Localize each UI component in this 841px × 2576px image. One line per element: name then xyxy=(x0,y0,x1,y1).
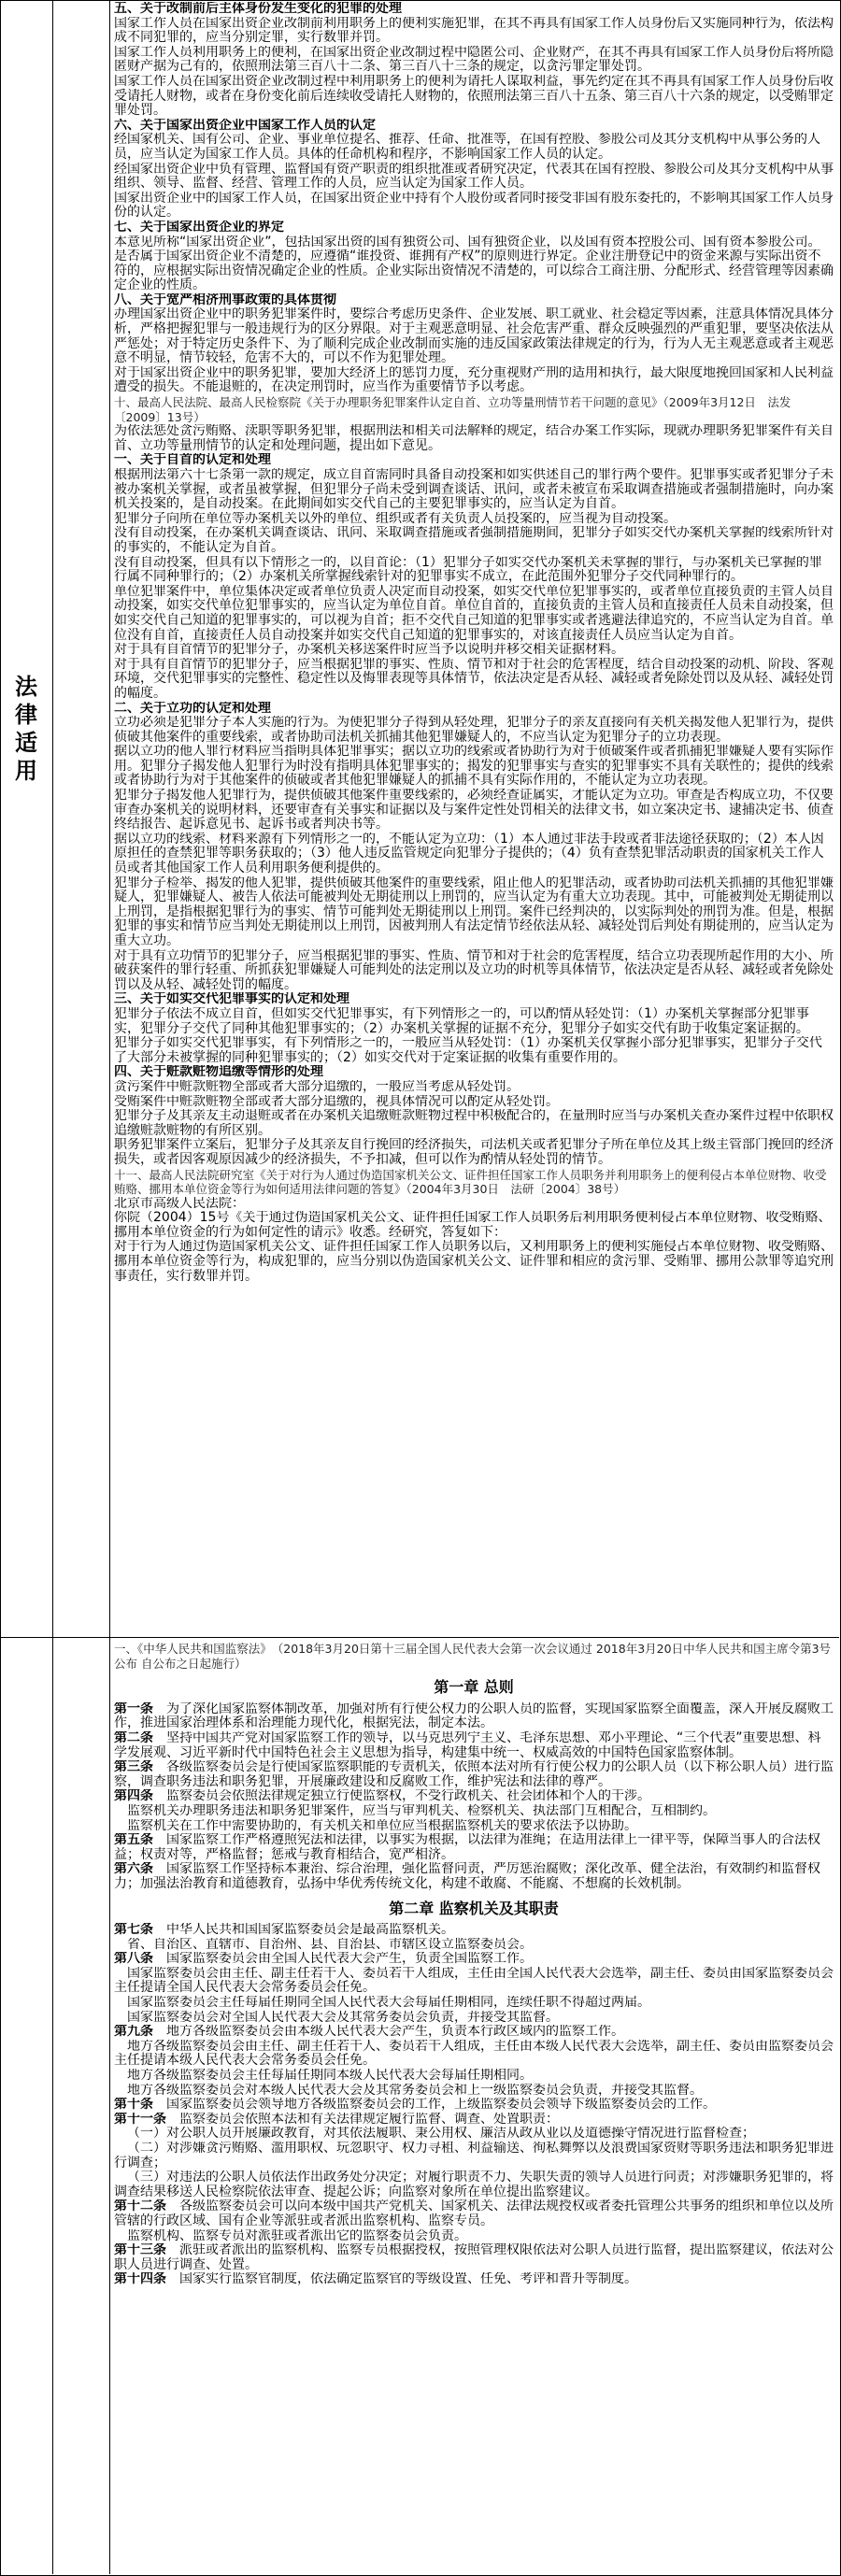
column-divider-2 xyxy=(109,0,110,2574)
article-paragraph xyxy=(114,2098,834,2113)
article-text: 国家监察委员会主任每届任期同全国人民代表大会每届任期相同，连续任职不得超过两届。 xyxy=(127,1996,650,2011)
article-paragraph xyxy=(114,2229,834,2244)
section-heading: 八、关于宽严相济刑事政策的具体贯彻 xyxy=(114,292,336,307)
paragraph: 根据刑法第六十七条第一款的规定，成立自首需同时具备自动投案和如实供述自己的罪行两个要件。犯罪事实或者犯罪分子未被办案机关掌握，或者虽被掌握，但犯罪分子尚未受到调查谈话、讯问，或者未被宣布采取调查措施或者强制措施时，向办案机关投案的，是自动投案。在此期间如实交代自己的主要犯罪事实的，应当认定为自首。 xyxy=(114,468,834,512)
chapter-1-title: 第一章 总则 xyxy=(434,1678,514,1697)
article-number: 第九条 xyxy=(114,2025,153,2040)
article-text: 国家监察委员会由全国人民代表大会产生，负责全国监察工作。 xyxy=(166,1952,533,1967)
article-paragraph xyxy=(114,1819,834,1834)
paragraph: 贪污案件中赃款赃物全部或者大部分追缴的，一般应当考虑从轻处罚。 xyxy=(114,1079,520,1094)
column-divider-1 xyxy=(52,0,53,2574)
section-heading: 四、关于赃款赃物追缴等情形的处理 xyxy=(114,1065,323,1080)
article-paragraph xyxy=(114,2142,834,2170)
article-paragraph xyxy=(114,2199,834,2228)
article-text: 省、自治区、直辖市、自治州、县、自治县、市辖区设立监察委员会。 xyxy=(127,1937,533,1952)
article-text: 派驻或者派出的监察机构、监察专员根据授权，按照管理权限依法对公职人员进行监督，提出监察建议，依法对公职人员进行调查、处置。 xyxy=(114,2243,834,2272)
article-paragraph xyxy=(114,1923,834,1938)
paragraph: 犯罪分子如实交代犯罪事实，有下列情形之一的，一般应当从轻处罚：（1）办案机关仅掌握小部分犯罪事实，犯罪分子交代了大部分未被掌握的同种犯罪事实的；（2）如实交代对于定案证据的收集有重要作用的。 xyxy=(114,1036,822,1065)
paragraph: 经国家出资企业中负有管理、监督国有资产职责的组织批准或者研究决定，代表其在国有控股、参股公司及其分支机构中从事组织、领导、监督、经营、管理工作的人员，应当认定为国家工作人员。 xyxy=(114,162,834,192)
article-text: 为了深化国家监察体制改革，加强对所有行使公权力的公职人员的监督，实现国家监察全面覆盖，深入开展反腐败工作，推进国家治理体系和治理能力现代化，根据宪法，制定本法。 xyxy=(114,1701,834,1731)
article-number: 第七条 xyxy=(114,1923,153,1938)
paragraph: 犯罪分子检举、揭发的他人犯罪，提供侦破其他案件的重要线索，阻止他人的犯罪活动，或者协助司法机关抓捕的其他犯罪嫌疑人，犯罪嫌疑人、被告人依法可能被判处无期徒刑以上刑罚的，应当认定为有重大立功表现。其中，可能被判处无期徒刑以上刑罚，是指根据犯罪行为的事实、情节可能判处无期徒刑以上刑罚。案件已经判决的，以实际判处的刑罚为准。但是，根据犯罪的事实和情节应当判处无期徒刑以上刑罚，因被判刑人有法定情节经依法从轻、减轻处罚后判处有期徒刑的，应当认定为重大立功。 xyxy=(114,875,834,948)
chapter-1-articles xyxy=(114,1702,834,1892)
paragraph: 对于行为人通过伪造国家机关公文、证件担任国家工作人员职务以后，又利用职务上的便利实施侵占本单位财物、收受贿赂、挪用本单位资金等行为，构成犯罪的，应当分别以伪造国家机关公文、证件罪和相应的贪污罪、受贿罪、挪用公款罪等追究刑事责任，实行数罪并罚。 xyxy=(114,1240,834,1284)
article-number: 第一条 xyxy=(114,1701,153,1716)
source-citation: 十一、最高人民法院研究室《关于对行为人通过伪造国家机关公文、证件担任国家工作人员职务并利用职务上的便利侵占本单位财物、收受贿赂、挪用本单位资金等行为如何适用法律问题的答复》（2004年3月30日 法研〔2004〕38号） xyxy=(114,1167,827,1197)
row-divider xyxy=(0,1637,839,1638)
paragraph: 本意见所称“国家出资企业”，包括国家出资的国有独资公司、国有独资企业，以及国有资本控股公司、国有资本参股公司。 xyxy=(114,235,821,249)
paragraph: 你院（2004）15号《关于通过伪造国家机关公文、证件担任国家工作人员职务后利用职务便利侵占本单位财物、收受贿赂、挪用本单位资金的行为如何定性的请示》收悉。经研究，答复如下： xyxy=(114,1211,832,1240)
article-text: （一）对公职人员开展廉政教育，对其依法履职、秉公用权、廉洁从政从业以及道德操守情况进行监督检查； xyxy=(127,2127,755,2142)
paragraph: 为依法惩处贪污贿赂、渎职等职务犯罪，根据刑法和相关司法解释的规定，结合办案工作实际，现就办理职务犯罪案件有关自首、立功等量刑情节的认定和处理问题，提出如下意见。 xyxy=(114,424,834,453)
article-number: 第四条 xyxy=(114,1789,153,1804)
paragraph: 国家出资企业中的国家工作人员，在国家出资企业中持有个人股份或者同时接受非国有股东委托的，不影响其国家工作人员身份的认定。 xyxy=(114,191,834,221)
source-citation: 十、最高人民法院、最高人民检察院《关于办理职务犯罪案件认定自首、立功等量刑情节若干问题的意见》（2009年3月12日 法发〔2009〕13号） xyxy=(114,395,791,424)
article-text: 监察机关在工作中需要协助的，有关机关和单位应当根据监察机关的要求依法予以协助。 xyxy=(127,1818,637,1833)
article-text: （三）对违法的公职人员依法作出政务处分决定；对履行职责不力、失职失责的领导人员进行问责；对涉嫌职务犯罪的，将调查结果移送人民检察院依法审查、提起公诉；向监察对象所在单位提出监察建议。 xyxy=(114,2170,834,2199)
chapter-2-title: 第二章 监察机关及其职责 xyxy=(389,1899,559,1917)
article-text: 各级监察委员会是行使国家监察职能的专责机关，依照本法对所有行使公权力的公职人员（以下称公职人员）进行监察，调查职务违法和职务犯罪，开展廉政建设和反腐败工作，维护宪法和法律的尊严。 xyxy=(114,1760,834,1789)
paragraph: 国家工作人员在国家出资企业改制前利用职务上的便利实施犯罪，在其不再具有国家工作人员身份后又实施同种行为，依法构成不同犯罪的，应当分别定罪，实行数罪并罚。 xyxy=(114,16,834,46)
paragraph: 办理国家出资企业中的职务犯罪案件时，要综合考虑历史条件、企业发展、职工就业、社会稳定等因素，注意具体情况具体分析，严格把握犯罪与一般违规行为的区分界限。对于主观恶意明显、社会危害严重、群众反映强烈的严重犯罪，要坚决依法从严惩处；对于特定历史条件下、为了顺利完成企业改制而实施的违反国家政策法律规定的行为，行为人无主观恶意或者主观恶意不明显，情节较轻，危害不大的，可以不作为犯罪处理。 xyxy=(114,307,834,366)
section-heading: 七、关于国家出资企业的界定 xyxy=(114,220,284,235)
article-text: 坚持中国共产党对国家监察工作的领导，以马克思列宁主义、毛泽东思想、邓小平理论、“三个代表”重要思想、科学发展观、习近平新时代中国特色社会主义思想为指导，构建集中统一、权威高效的中国特色国家监察体制。 xyxy=(114,1730,821,1760)
article-text: 地方各级监察委员会主任每届任期同本级人民代表大会每届任期相同。 xyxy=(127,2069,533,2084)
paragraph: 职务犯罪案件立案后，犯罪分子及其亲友自行挽回的经济损失，司法机关或者犯罪分子所在单位及其上级主管部门挽回的经济损失，或者因客观原因减少的经济损失，不予扣减，但可以作为酌情从轻处罚的情节。 xyxy=(114,1138,834,1167)
article-text: 地方各级监察委员会对本级人民代表大会及其常务委员会和上一级监察委员会负责，并接受其监督。 xyxy=(127,2083,703,2098)
law-source-header xyxy=(114,1642,834,1671)
article-text: 国家监察委员会由主任、副主任若干人、委员若干人组成，主任由全国人民代表大会选举，副主任、委员由国家监察委员会主任提请全国人民代表大会常务委员会任免。 xyxy=(114,1966,834,1996)
article-text: 国家实行监察官制度，依法确定监察官的等级设置、任免、考评和晋升等制度。 xyxy=(179,2272,637,2287)
article-text: 监察机构、监察专员对派驻或者派出它的监察委员会负责。 xyxy=(127,2228,467,2243)
article-text: 国家监察委员会领导地方各级监察委员会的工作，上级监察委员会领导下级监察委员会的工作。 xyxy=(166,2098,716,2113)
paragraph: 据以立功的线索、材料来源有下列情形之一的，不能认定为立功：（1）本人通过非法手段或者非法途径获取的；（2）本人因原担任的查禁犯罪等职务获取的；（3）他人违反监管规定向犯罪分子提供的；（4）负有查禁犯罪活动职责的国家机关工作人员或者其他国家工作人员利用职务便利提供的。 xyxy=(114,832,824,876)
section-heading: 二、关于立功的认定和处理 xyxy=(114,701,271,716)
article-paragraph xyxy=(114,2113,834,2128)
article-text: （二）对涉嫌贪污贿赂、滥用职权、玩忽职守、权力寻租、利益输送、徇私舞弊以及浪费国家资财等职务违法和职务犯罪进行调查； xyxy=(114,2142,834,2170)
article-paragraph xyxy=(114,2040,834,2069)
paragraph: 国家工作人员利用职务上的便利，在国家出资企业改制过程中隐匿公司、企业财产，在其不再具有国家工作人员身份后将所隐匿财产据为己有的，依照刑法第三百八十二条、第三百八十三条的规定，以贪污罪定罪处罚。 xyxy=(114,45,834,75)
article-paragraph xyxy=(114,2025,834,2040)
paragraph: 北京市高级人民法院： xyxy=(114,1196,245,1211)
article-paragraph xyxy=(114,1702,834,1731)
section-heading: 一、关于自首的认定和处理 xyxy=(114,453,271,468)
article-number: 第十四条 xyxy=(114,2272,166,2287)
article-number: 第六条 xyxy=(114,1862,153,1877)
paragraph: 是否属于国家出资企业不清楚的，应遵循“谁投资、谁拥有产权”的原则进行界定。企业注册登记中的资金来源与实际出资不符的，应根据实际出资情况确定企业的性质。企业实际出资情况不清楚的，可以综合工商注册、分配形式、经营管理等因素确定企业的性质。 xyxy=(114,249,834,293)
article-text: 国家监察委员会对全国人民代表大会及其常务委员会负责，并接受其监督。 xyxy=(127,2010,559,2025)
paragraph: 对于具有自首情节的犯罪分子，办案机关移送案件时应当予以说明并移交相关证据材料。 xyxy=(114,643,624,658)
law-application-label: 法律适用 xyxy=(15,674,37,784)
article-text: 地方各级监察委员会由本级人民代表大会产生，负责本行政区域内的监察工作。 xyxy=(166,2025,624,2040)
paragraph: 经国家机关、国有公司、企业、事业单位提名、推荐、任命、批准等，在国有控股、参股公司及其分支机构中从事公务的人员，应当认定为国家工作人员。具体的任命机构和程序，不影响国家工作人员的认定。 xyxy=(114,133,820,162)
article-paragraph xyxy=(114,2069,834,2084)
article-paragraph xyxy=(114,1938,834,1953)
source-citation: 一、《中华人民共和国监察法》 （2018年3月20日第十三届全国人民代表大会第一次会议通过 2018年3月20日中华人民共和国主席令第3号公布 自公布之日起施行） xyxy=(114,1642,832,1671)
paragraph: 单位犯罪案件中，单位集体决定或者单位负责人决定而自动投案，如实交代单位犯罪事实的，或者单位直接负责的主管人员自动投案，如实交代单位犯罪事实的，应当认定为单位自首。单位自首的，直接负责的主管人员和直接责任人员未自动投案，但如实交代自己知道的犯罪事实的，可以视为自首；拒不交代自己知道的犯罪事实或者逃避法律追究的，不应当认定为自首。单位没有自首，直接责任人员自动投案并如实交代自己知道的犯罪事实的，对该直接责任人员应当认定为自首。 xyxy=(114,584,834,643)
paragraph: 对于具有自首情节的犯罪分子，应当根据犯罪的事实、性质、情节和对于社会的危害程度，结合自动投案的动机、阶段、客观环境，交代犯罪事实的完整性、稳定性以及悔罪表现等具体情节，依法决定是否从轻、减轻或者免除处罚以及从轻、减轻处罚的幅度。 xyxy=(114,657,834,701)
article-paragraph xyxy=(114,1996,834,2011)
article-paragraph xyxy=(114,1760,834,1789)
article-paragraph xyxy=(114,1804,834,1819)
article-text: 各级监察委员会可以向本级中国共产党机关、国家机关、法律法规授权或者委托管理公共事务的组织和单位以及所管辖的行政区域、国有企业等派驻或者派出监察机构、监察专员。 xyxy=(114,2199,834,2228)
article-number: 第三条 xyxy=(114,1760,153,1775)
section-heading: 三、关于如实交代犯罪事实的认定和处理 xyxy=(114,992,349,1007)
paragraph: 立功必须是犯罪分子本人实施的行为。为使犯罪分子得到从轻处理，犯罪分子的亲友直接向有关机关揭发他人犯罪行为，提供侦破其他案件的重要线索，或者协助司法机关抓捕其他犯罪嫌疑人的，不应当认定为犯罪分子的立功表现。 xyxy=(114,716,834,745)
article-paragraph xyxy=(114,2170,834,2199)
article-paragraph xyxy=(114,1789,834,1804)
article-text: 国家监察工作严格遵照宪法和法律，以事实为根据，以法律为准绳；在适用法律上一律平等，保障当事人的合法权益；权责对等，严格监督；惩戒与教育相结合，宽严相济。 xyxy=(114,1833,820,1862)
article-text: 中华人民共和国国家监察委员会是最高监察机关。 xyxy=(166,1923,454,1938)
section-heading: 五、关于改制前后主体身份发生变化的犯罪的处理 xyxy=(114,2,402,16)
paragraph: 犯罪分子依法不成立自首，但如实交代犯罪事实，有下列情形之一的，可以酌情从轻处罚：（1）办案机关掌握部分犯罪事实，犯罪分子交代了同种其他犯罪事实的；（2）办案机关掌握的证据不充分，犯罪分子如实交代有助于收集定案证据的。 xyxy=(114,1006,809,1036)
paragraph: 据以立功的他人罪行材料应当指明具体犯罪事实；据以立功的线索或者协助行为对于侦破案件或者抓捕犯罪嫌疑人要有实际作用。犯罪分子揭发他人犯罪行为时没有指明具体犯罪事实的；揭发的犯罪事实与查实的犯罪事实不具有关联性的；提供的线索或者协助行为对于其他案件的侦破或者其他犯罪嫌疑人的抓捕不具有实际作用的，不能认定为立功表现。 xyxy=(114,745,834,789)
article-text: 地方各级监察委员会由主任、副主任若干人、委员若干人组成，主任由本级人民代表大会选举，副主任、委员由监察委员会主任提请本级人民代表大会常务委员会任免。 xyxy=(114,2039,834,2069)
section-heading: 六、关于国家出资企业中国家工作人员的认定 xyxy=(114,118,376,133)
article-number: 第二条 xyxy=(114,1730,153,1745)
article-paragraph xyxy=(114,1967,834,1996)
article-number: 第五条 xyxy=(114,1833,153,1848)
paragraph: 犯罪分子揭发他人犯罪行为，提供侦破其他案件重要线索的，必须经查证属实，才能认定为立功。审查是否构成立功，不仅要审查办案机关的说明材料，还要审查有关事实和证据以及与案件定性处罚相关的法律文书，如立案决定书、逮捕决定书、侦查终结报告、起诉意见书、起诉书或者判决书等。 xyxy=(114,789,834,833)
paragraph: 受贿案件中赃款赃物全部或者大部分追缴的，视具体情况可以酌定从轻处罚。 xyxy=(114,1094,559,1109)
paragraph: 对于具有立功情节的犯罪分子，应当根据犯罪的事实、性质、情节和对于社会的危害程度，结合立功表现所起作用的大小、所破获案件的罪行轻重、所抓获犯罪嫌疑人可能判处的法定刑以及立功的时机等具体情节，依法决定是否从轻、减轻或者免除处罚以及从轻、减轻处罚的幅度。 xyxy=(114,948,834,992)
article-number: 第八条 xyxy=(114,1952,153,1967)
section-judicial-interpretations xyxy=(114,2,834,1632)
article-number: 第十条 xyxy=(114,2098,153,2113)
article-paragraph xyxy=(114,2243,834,2272)
article-paragraph xyxy=(114,1862,834,1891)
article-paragraph xyxy=(114,2272,834,2287)
article-paragraph xyxy=(114,1731,834,1760)
article-paragraph xyxy=(114,1833,834,1862)
article-number: 第十二条 xyxy=(114,2199,166,2214)
article-text: 监察委员会依照本法和有关法律规定履行监督、调查、处置职责： xyxy=(179,2112,559,2127)
article-paragraph xyxy=(114,1952,834,1967)
paragraph: 犯罪分子向所在单位等办案机关以外的单位、组织或者有关负责人员投案的，应当视为自动投案。 xyxy=(114,511,677,526)
paragraph: 犯罪分子及其亲友主动退赃或者在办案机关追缴赃款赃物过程中积极配合的，在量刑时应当与办案机关查办案件过程中依职权追缴赃款赃物的有所区别。 xyxy=(114,1109,834,1138)
paragraph: 没有自动投案，在办案机关调查谈话、讯问、采取调查措施或者强制措施期间，犯罪分子如实交代办案机关掌握的线索所针对的事实的，不能认定为自首。 xyxy=(114,526,834,555)
article-text: 监察机关办理职务违法和职务犯罪案件，应当与审判机关、检察机关、执法部门互相配合，互相制约。 xyxy=(127,1803,716,1818)
article-paragraph xyxy=(114,2011,834,2026)
article-text: 监察委员会依照法律规定独立行使监察权，不受行政机关、社会团体和个人的干涉。 xyxy=(166,1789,650,1804)
paragraph: 国家工作人员在国家出资企业改制过程中利用职务上的便利为请托人谋取利益，事先约定在其不再具有国家工作人员身份后收受请托人财物，或者在身份变化前后连续收受请托人财物的，依照刑法第三百八十五条、第三百八十六条的规定，以受贿罪定罪处罚。 xyxy=(114,74,834,119)
paragraph: 没有自动投案，但具有以下情形之一的，以自首论：（1）犯罪分子如实交代办案机关未掌握的罪行，与办案机关已掌握的罪行属不同种罪行的；（2）办案机关所掌握线索针对的犯罪事实不成立，在此范围外犯罪分子交代同种罪行的。 xyxy=(114,555,822,585)
paragraph: 对于国家出资企业中的职务犯罪，要加大经济上的惩罚力度，充分重视财产刑的适用和执行，最大限度地挽回国家和人民利益遭受的损失。不能退赃的，在决定刑罚时，应当作为重要情节予以考虑。 xyxy=(114,365,834,395)
section-supervision-law xyxy=(114,1642,834,2571)
article-paragraph xyxy=(114,2084,834,2099)
chapter-2-articles xyxy=(114,1923,834,2287)
article-number: 第十三条 xyxy=(114,2243,166,2258)
article-text: 国家监察工作坚持标本兼治、综合治理，强化监督问责，严厉惩治腐败；深化改革、健全法治，有效制约和监督权力；加强法治教育和道德教育，弘扬中华优秀传统文化，构建不敢腐、不能腐、不想腐的长效机制。 xyxy=(114,1862,820,1891)
article-number: 第十一条 xyxy=(114,2112,166,2127)
article-paragraph xyxy=(114,2127,834,2142)
